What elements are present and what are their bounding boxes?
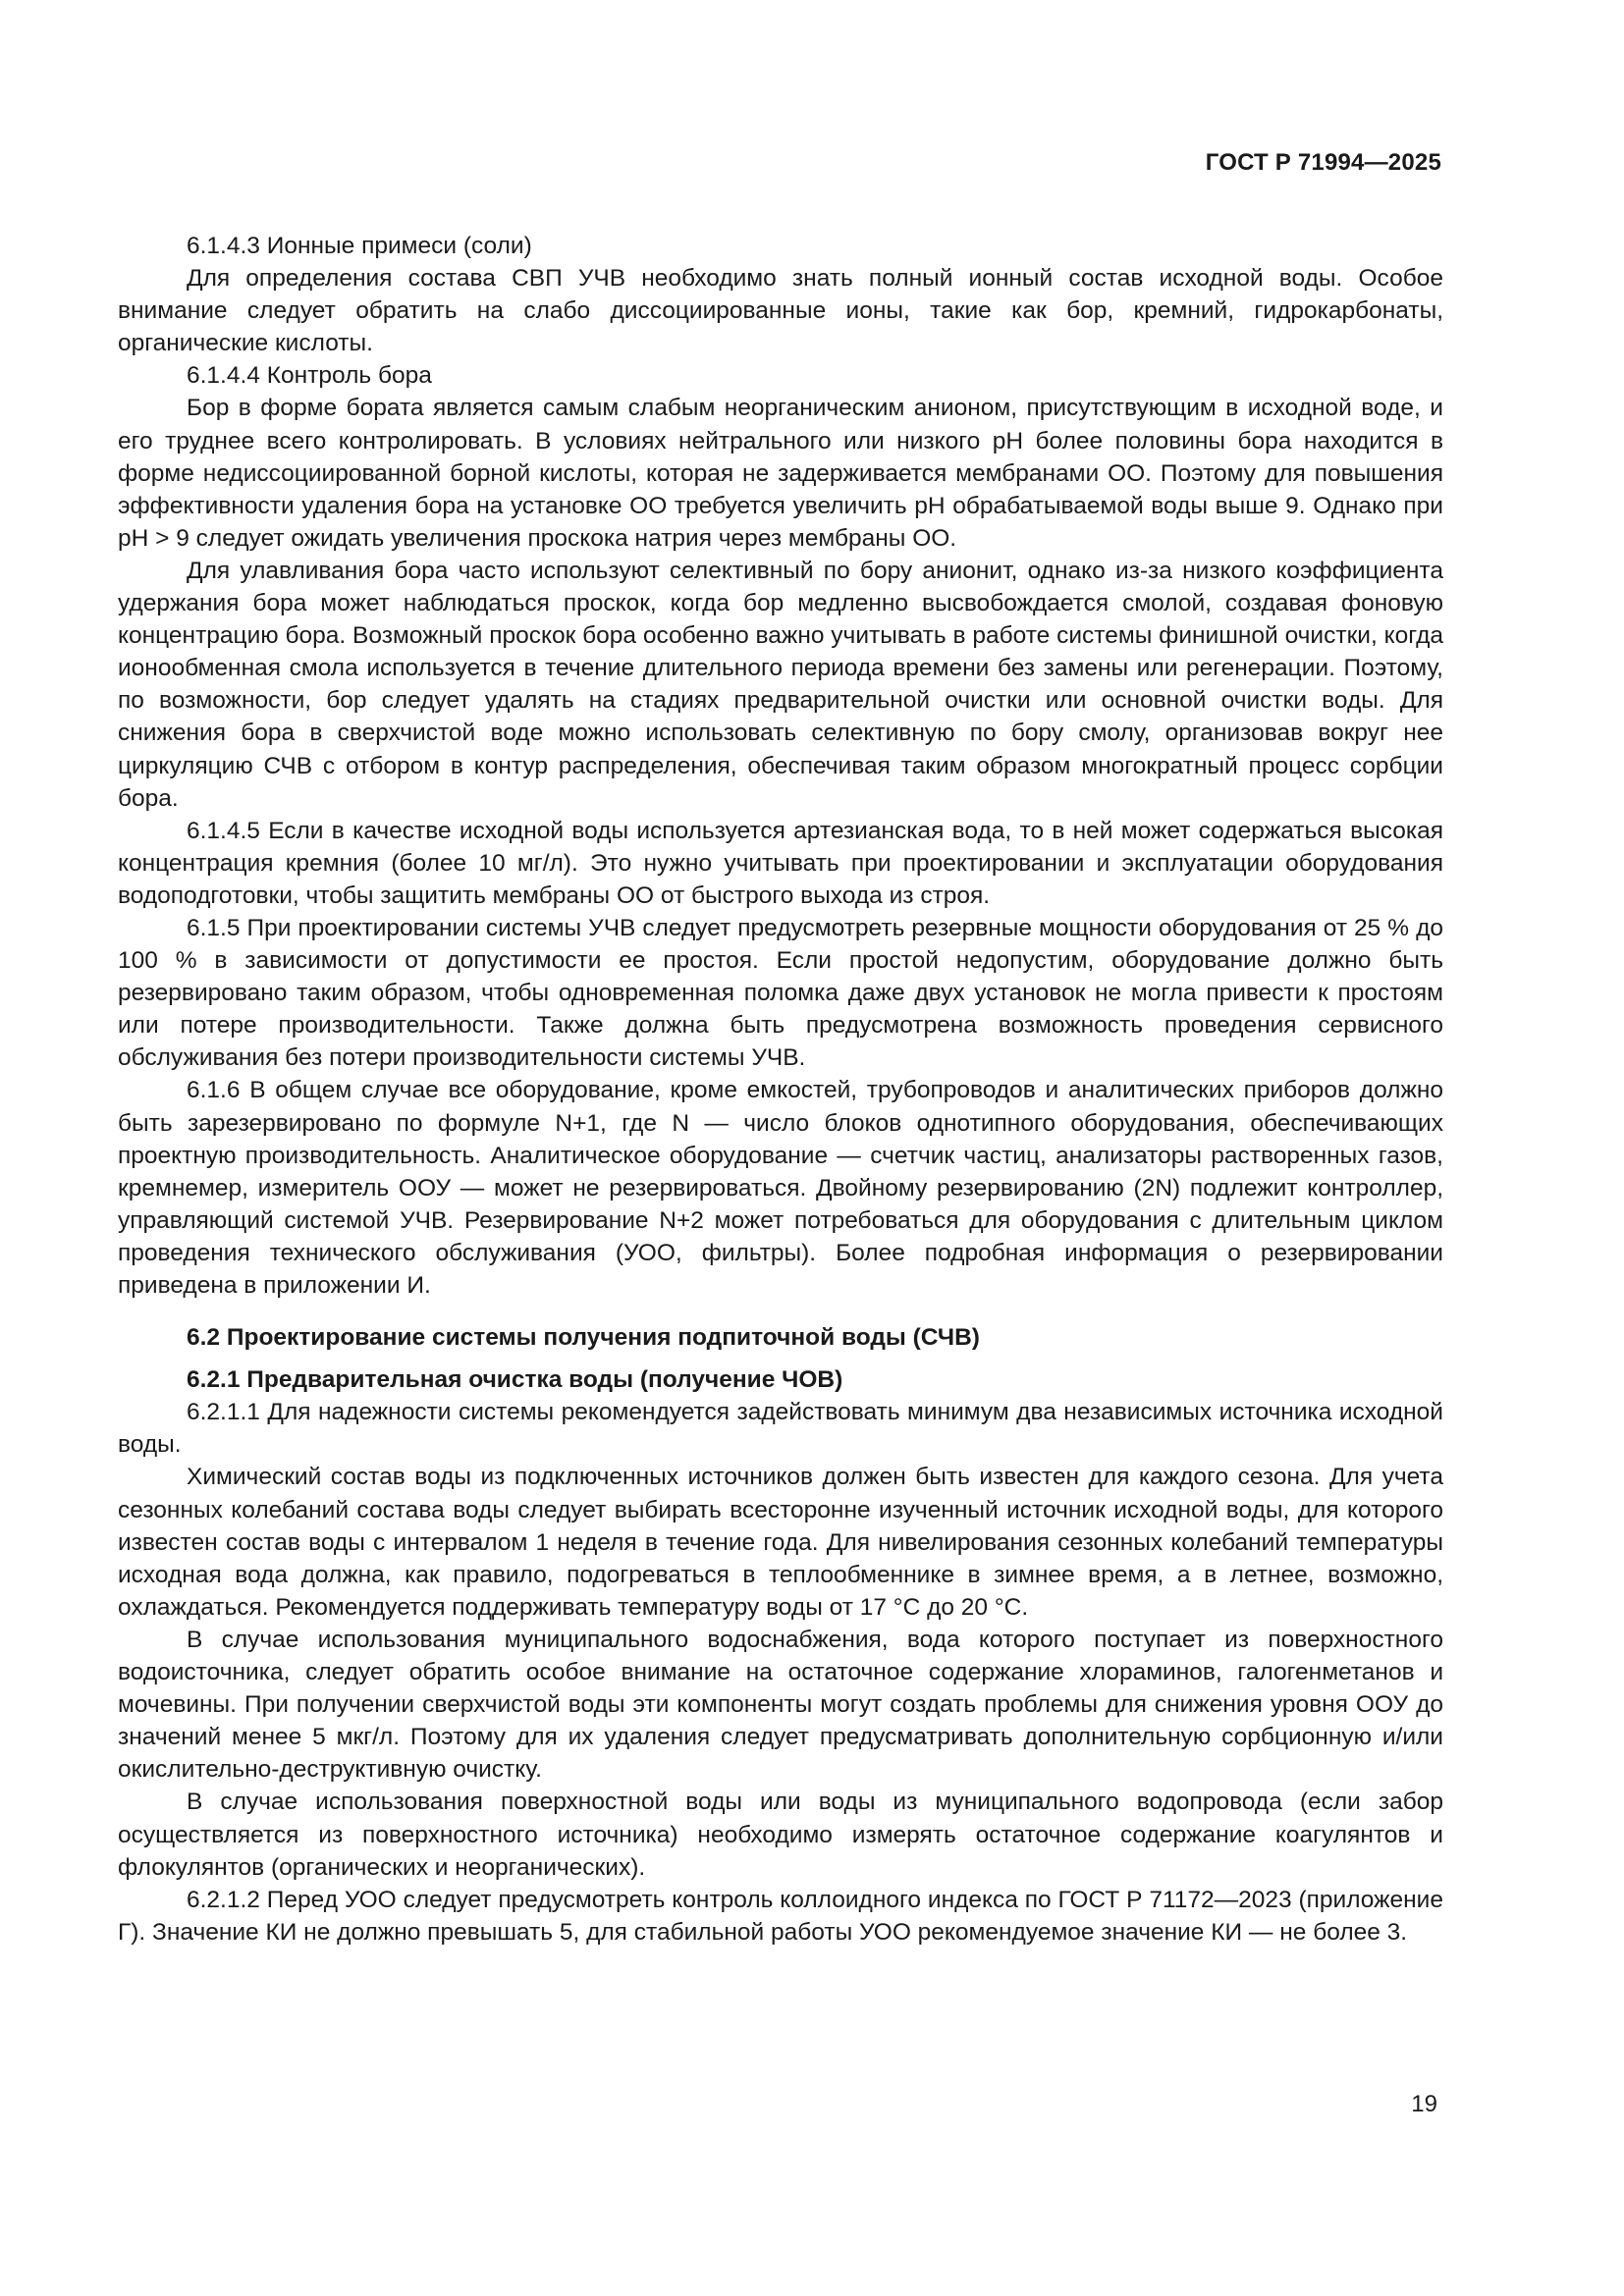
subsection-title: 6.1.4.3 Ионные примеси (соли) (187, 233, 532, 259)
paragraph: 6.1.4.5 Если в качестве исходной воды используется артезианская вода, то в ней может содержаться высокая концентрация кремния (более 10 мг/л). Это нужно учитывать при проектировании и эксплуатации оборудования водоподготовки, чтобы защитить мембраны ОО от быстрого выхода из строя. (118, 817, 1443, 909)
page-body (118, 230, 1443, 1949)
paragraph: В случае использования муниципального водоснабжения, вода которого поступает из поверхностного водоисточника, следует обратить особое внимание на остаточное содержание хлораминов, галогенметанов и мочевины. При получении сверхчистой воды эти компоненты могут создать проблемы для снижения уровня ООУ до значений менее 5 мкг/л. Поэтому для их удаления следует предусматривать дополнительную сорбционную и/или окислительно-деструктивную очистку. (118, 1626, 1443, 1784)
paragraph: Бор в форме бората является самым слабым неорганическим анионом, присутствующим в исходной воде, и его труднее всего контролировать. В условиях нейтрального или низкого pH более половины бора находится в форме недиссоциированной борной кислоты, которая не задерживается мембранами ОО. Поэтому для повышения эффективности удаления бора на установке ОО требуется увеличить pH обрабатываемой воды выше 9. Однако при pH > 9 следует ожидать увеличения проскока натрия через мембраны ОО. (118, 395, 1443, 552)
paragraph: 6.2.1.1 Для надежности системы рекомендуется задействовать минимум два независимых источника исходной воды. (118, 1399, 1443, 1459)
paragraph: 6.2.1.2 Перед УОО следует предусмотреть контроль коллоидного индекса по ГОСТ Р 71172—2023 (приложение Г). Значение КИ не должно превышать 5, для стабильной работы УОО рекомендуемое значение КИ — не более 3. (118, 1886, 1443, 1946)
subsection-heading: 6.2.1 Предварительная очистка воды (получение ЧОВ) (187, 1366, 843, 1394)
paragraph: 6.1.5 При проектировании системы УЧВ следует предусмотреть резервные мощности оборудования от 25 % до 100 % в зависимости от допустимости ее простоя. Если простой недопустим, оборудование должно быть резервировано таким образом, чтобы одновременная поломка даже двух установок не могла привести к простоям или потере производительности. Также должна быть предусмотрена возможность проведения сервисного обслуживания без потери производительности системы УЧВ. (118, 914, 1443, 1072)
section-heading: 6.2 Проектирование системы получения подпиточной воды (СЧВ) (187, 1324, 980, 1352)
subsection-title: 6.1.4.4 Контроль бора (187, 362, 432, 390)
paragraph: В случае использования поверхностной воды или воды из муниципального водопровода (если забор осуществляется из поверхностного источника) необходимо измерять остаточное содержание коагулянтов и флокулянтов (органических и неорганических). (118, 1789, 1443, 1881)
page-number: 19 (1411, 2091, 1437, 2117)
paragraph: Химический состав воды из подключенных источников должен быть известен для каждого сезона. Для учета сезонных колебаний состава воды следует выбирать всесторонне изученный источник исходной воды, для которого известен состав воды с интервалом 1 неделя в течение года. Для нивелирования сезонных колебаний температуры исходная вода должна, как правило, подогреваться в теплообменнике в зимнее время, а в летнее, возможно, охлаждаться. Рекомендуется поддерживать температуру воды от 17 °С до 20 °С. (118, 1464, 1443, 1621)
paragraph: Для определения состава СВП УЧВ необходимо знать полный ионный состав исходной воды. Особое внимание следует обратить на слабо диссоциированные ионы, такие как бор, кремний, гидрокарбонаты, органические кислоты. (118, 265, 1443, 357)
document-code: ГОСТ Р 71994—2025 (1205, 149, 1441, 176)
paragraph: 6.1.6 В общем случае все оборудование, кроме емкостей, трубопроводов и аналитических приборов должно быть зарезервировано по формуле N+1, где N — число блоков однотипного оборудования, обеспечивающих проектную производительность. Аналитическое оборудование — счетчик частиц, анализаторы растворенных газов, кремнемер, измеритель ООУ — может не резервироваться. Двойному резервированию (2N) подлежит контроллер, управляющий системой УЧВ. Резервирование N+2 может потребоваться для оборудования с длительным циклом проведения технического обслуживания (УОО, фильтры). Более подробная информация о резервировании приведена в приложении И. (118, 1077, 1443, 1299)
paragraph: Для улавливания бора часто используют селективный по бору анионит, однако из-за низкого коэффициента удержания бора может наблюдаться проскок, когда бор медленно высвобождается смолой, создавая фоновую концентрацию бора. Возможный проскок бора особенно важно учитывать в работе системы финишной очистки, когда ионообменная смола используется в течение длительного периода времени без замены или регенерации. Поэтому, по возможности, бор следует удалять на стадиях предварительной очистки или основной очистки воды. Для снижения бора в сверхчистой воде можно использовать селективную по бору смолу, организовав вокруг нее циркуляцию СЧВ с отбором в контур распределения, обеспечивая таким образом многократный процесс сорбции бора. (118, 557, 1443, 812)
